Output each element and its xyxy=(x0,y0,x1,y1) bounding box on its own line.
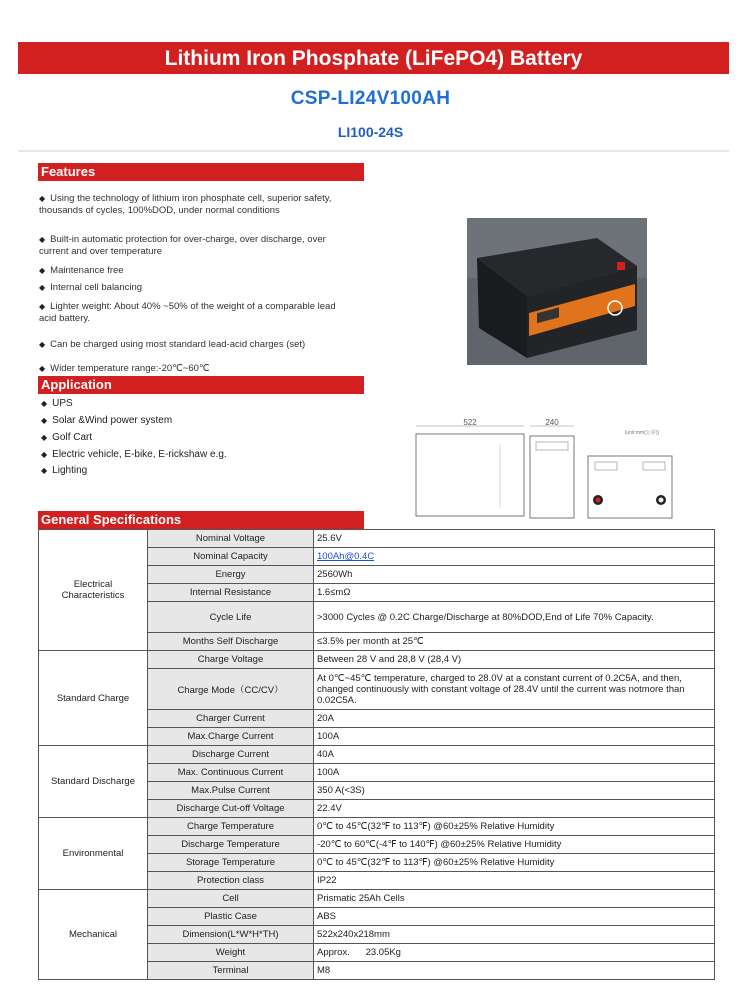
diamond-bullet-icon: ◆ xyxy=(41,466,48,475)
param-name: Max.Pulse Current xyxy=(148,782,314,800)
table-row xyxy=(39,651,715,669)
param-value: 20A xyxy=(314,710,715,728)
param-value: At 0℃~45℃ temperature, charged to 28.0V at a constant current of 0.2C5A, and then, changed continuously with constant voltage of 28.4V until the current was notmore than 0.02C5A. xyxy=(314,669,715,710)
group-label: Mechanical xyxy=(39,890,148,980)
param-value: -20℃ to 60℃(-4℉ to 140℉) @60±25% Relative Humidity xyxy=(314,836,715,854)
param-value: 100A xyxy=(314,728,715,746)
param-value: 522x240x218mm xyxy=(314,926,715,944)
features-heading: Features xyxy=(38,163,364,181)
table-row xyxy=(39,818,715,836)
param-name: Protection class xyxy=(148,872,314,890)
feature-item: ◆ Using the technology of lithium iron phosphate cell, superior safety, thousands of cycles, 100%DOD, under normal conditions xyxy=(39,193,332,216)
diamond-bullet-icon: ◆ xyxy=(41,433,48,442)
capacity-link[interactable]: 100Ah@0.4C xyxy=(317,551,375,562)
param-name: Internal Resistance xyxy=(148,584,314,602)
param-value: 40A xyxy=(314,746,715,764)
table-row xyxy=(39,530,715,548)
param-name: Cell xyxy=(148,890,314,908)
spec-table xyxy=(38,529,715,980)
model-number: CSP-LI24V100AH xyxy=(290,88,451,109)
battery-illustration xyxy=(467,218,647,365)
battery-dimension-drawing xyxy=(412,418,682,523)
feature-item: ◆ Lighter weight: About 40% ~50% of the weight of a comparable lead acid battery. xyxy=(39,301,336,324)
param-name: Charge Voltage xyxy=(148,651,314,669)
param-name: Charge Temperature xyxy=(148,818,314,836)
param-value: 1.6≤mΩ xyxy=(314,584,715,602)
feature-item: ◆ Internal cell balancing xyxy=(39,282,143,293)
diamond-bullet-icon: ◆ xyxy=(41,399,48,408)
param-name: Max.Charge Current xyxy=(148,728,314,746)
group-label: Environmental xyxy=(39,818,148,890)
param-value: ≤3.5% per month at 25℃ xyxy=(314,633,715,651)
diamond-bullet-icon: ◆ xyxy=(41,450,48,459)
header-divider xyxy=(18,150,729,152)
param-value: Approx. 23.05Kg xyxy=(314,944,715,962)
param-value: 0℃ to 45℃(32℉ to 113℉) @60±25% Relative Humidity xyxy=(314,818,715,836)
param-name: Energy xyxy=(148,566,314,584)
diamond-bullet-icon: ◆ xyxy=(39,302,46,311)
param-value: IP22 xyxy=(314,872,715,890)
param-name: Max. Continuous Current xyxy=(148,764,314,782)
param-value: M8 xyxy=(314,962,715,980)
sub-model-number: LI100-24S xyxy=(337,124,404,140)
param-value: Between 28 V and 28,8 V (28,4 V) xyxy=(314,651,715,669)
document-title: Lithium Iron Phosphate (LiFePO4) Battery xyxy=(18,42,729,74)
table-row xyxy=(39,890,715,908)
application-item: ◆ Solar &Wind power system xyxy=(41,415,173,426)
param-name: Storage Temperature xyxy=(148,854,314,872)
width-dimension-label: 240 xyxy=(545,418,559,427)
specs-heading: General Specifications xyxy=(38,511,364,529)
feature-item: ◆ Built-in automatic protection for over-charge, over discharge, over current and over temperature xyxy=(39,234,326,257)
param-value: >3000 Cycles @ 0.2C Charge/Discharge at 80%DOD,End of Life 70% Capacity. xyxy=(314,602,715,633)
param-value xyxy=(314,548,715,566)
group-label: Standard Charge xyxy=(39,651,148,746)
param-name: Terminal xyxy=(148,962,314,980)
param-value: 350 A(<3S) xyxy=(314,782,715,800)
unit-note: (unit:mm(公差)) xyxy=(624,430,660,436)
param-value: 100A xyxy=(314,764,715,782)
param-name: Cycle Life xyxy=(148,602,314,633)
param-value: 0℃ to 45℃(32℉ to 113℉) @60±25% Relative Humidity xyxy=(314,854,715,872)
diamond-bullet-icon: ◆ xyxy=(39,364,46,373)
table-row xyxy=(39,746,715,764)
param-name: Plastic Case xyxy=(148,908,314,926)
param-name: Dimension(L*W*H*TH) xyxy=(148,926,314,944)
param-name: Discharge Temperature xyxy=(148,836,314,854)
application-heading: Application xyxy=(38,376,364,394)
diamond-bullet-icon: ◆ xyxy=(39,340,46,349)
group-label: Electrical Characteristics xyxy=(39,530,148,651)
application-item: ◆ Electric vehicle, E-bike, E-rickshaw e.g. xyxy=(41,449,227,460)
param-value: Prismatic 25Ah Cells xyxy=(314,890,715,908)
diamond-bullet-icon: ◆ xyxy=(39,194,46,203)
param-name: Charger Current xyxy=(148,710,314,728)
battery-product-photo xyxy=(467,218,647,365)
feature-item: ◆ Can be charged using most standard lead-acid charges (set) xyxy=(39,339,306,350)
param-value: 2560Wh xyxy=(314,566,715,584)
application-item: ◆ Golf Cart xyxy=(41,432,93,443)
diamond-bullet-icon: ◆ xyxy=(39,283,46,292)
param-value: ABS xyxy=(314,908,715,926)
diamond-bullet-icon: ◆ xyxy=(41,416,48,425)
param-name: Charge Mode（CC/CV） xyxy=(148,669,314,710)
param-name: Weight xyxy=(148,944,314,962)
param-name: Nominal Capacity xyxy=(148,548,314,566)
param-name: Months Self Discharge xyxy=(148,633,314,651)
length-dimension-label: 522 xyxy=(463,418,477,427)
application-item: ◆ UPS xyxy=(41,398,73,409)
param-name: Discharge Cut-off Voltage xyxy=(148,800,314,818)
diamond-bullet-icon: ◆ xyxy=(39,266,46,275)
diamond-bullet-icon: ◆ xyxy=(39,235,46,244)
feature-item: ◆ Wider temperature range:-20℃~60℃ xyxy=(39,363,210,374)
application-item: ◆ Lighting xyxy=(41,465,88,476)
group-label: Standard Discharge xyxy=(39,746,148,818)
param-name: Nominal Voltage xyxy=(148,530,314,548)
param-name: Discharge Current xyxy=(148,746,314,764)
param-value: 22.4V xyxy=(314,800,715,818)
param-value: 25.6V xyxy=(314,530,715,548)
feature-item: ◆ Maintenance free xyxy=(39,265,124,276)
